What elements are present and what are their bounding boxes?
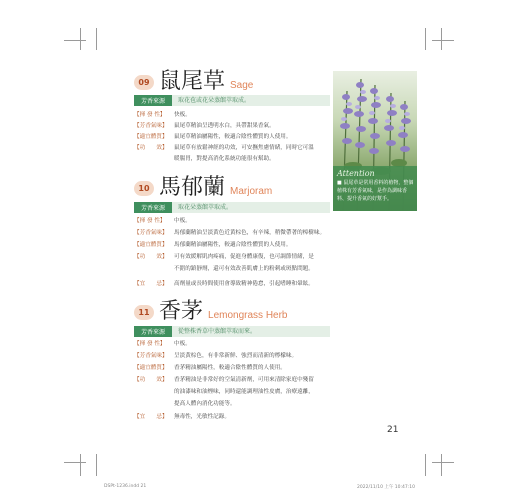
section-heading-marjoram (134, 177, 272, 199)
row-label: 【適宜體質】 (134, 365, 168, 371)
row-label: 【芳香氣味】 (134, 123, 168, 129)
row-value: 不錯的鎮靜劑，還可有效改善肌膚上的粉刺或斑點問題。 (174, 266, 314, 272)
crop-mark (425, 28, 426, 50)
row-value: 快板。 (174, 112, 191, 118)
crop-mark (432, 40, 454, 41)
row-value: 鼠尾草精油屬陽性，較適合陰性體質的人使用。 (174, 134, 292, 140)
row-value: 暖腸胃，對提高消化系統功能很有幫助。 (174, 156, 275, 162)
crop-mark (64, 40, 86, 41)
source-text: 從整株香草中蒸餾萃取而來。 (178, 328, 257, 335)
crop-mark (80, 28, 81, 50)
row-value: 呈淡黃棕色，有非常新鮮、強烈而清新的檸檬味。 (174, 353, 298, 359)
row-value: 高劑量或長時間使用會導致精神倦怠，引起嗜睡和暈眩。 (174, 281, 314, 287)
attention-text: ■ 鼠尾草是常用香料的植物，整個植株有芳香氣味，是作為調味香料、提升香氣的好幫手。 (337, 180, 414, 202)
section-title-zh: 鼠尾草 (159, 69, 226, 94)
crop-mark (96, 454, 97, 476)
crop-mark (96, 28, 97, 50)
section-title-en: Sage (230, 80, 254, 91)
row-value: 無毒性，光敏性記錄。 (174, 414, 230, 420)
file-slug: DSPt-1236.indd 21 (104, 484, 147, 489)
row-value: 鼠尾草有放鬆神經的功效，可安撫焦慮情緒，同時它可溫 (174, 145, 314, 151)
crop-mark (441, 28, 442, 50)
crop-mark (80, 454, 81, 476)
source-bar (134, 202, 330, 213)
row-label: 【功 效】 (134, 145, 168, 151)
attention-title: Attention (337, 169, 375, 178)
row-label: 【功 效】 (134, 377, 168, 383)
section-title-zh: 香茅 (159, 299, 204, 324)
timestamp-slug: 2022/11/10 上午 10:47:10 (357, 485, 416, 490)
row-label: 【功 效】 (134, 254, 168, 260)
row-value: 可有效緩解肌肉疼痛，促進身體康復，也可調節情緒，是 (174, 254, 314, 260)
source-bar (134, 95, 330, 106)
section-title-zh: 馬郁蘭 (159, 175, 226, 200)
section-title-en: Marjoram (230, 186, 273, 197)
row-value: 中板。 (174, 341, 191, 347)
source-text: 取花朵蒸餾萃取成。 (178, 204, 233, 211)
row-value: 香茅精油屬陽性，較適合陰性體質的人使用。 (174, 365, 286, 371)
row-label: 【揮 發 性】 (134, 218, 166, 224)
row-label: 【揮 發 性】 (134, 112, 166, 118)
row-label: 【揮 發 性】 (134, 341, 166, 347)
row-value: 馬郁蘭精油呈淡黃色近黃棕色，有辛辣，稍微帶著的樟樹味。 (174, 230, 326, 236)
row-value: 香茅精油是非常好的空氣清新劑，可用來清除家庭中殘留 (174, 377, 314, 383)
section-number: 11 (134, 305, 154, 320)
source-label: 芳香來源 (134, 326, 172, 337)
row-value: 鼠尾草精油呈透明水白，具帶甜果香氣。 (174, 123, 275, 129)
row-label: 【適宜體質】 (134, 134, 168, 140)
row-label: 【宜 忌】 (134, 281, 168, 287)
section-number: 10 (134, 181, 154, 196)
crop-mark (425, 454, 426, 476)
row-label: 【宜 忌】 (134, 414, 168, 420)
attention-box (333, 166, 417, 211)
source-label: 芳香來源 (134, 95, 172, 106)
row-label: 【芳香氣味】 (134, 353, 168, 359)
row-value: 中板。 (174, 218, 191, 224)
crop-mark (64, 462, 86, 463)
section-heading-lemongrass (134, 301, 288, 323)
section-number: 09 (134, 75, 154, 90)
page-number: 21 (387, 425, 399, 435)
source-bar (134, 326, 330, 337)
row-value: 提高人體內消化功能等。 (174, 401, 236, 407)
section-title-en: Lemongrass Herb (208, 310, 288, 321)
source-label: 芳香來源 (134, 202, 172, 213)
section-heading-sage (134, 71, 253, 93)
crop-mark (432, 462, 454, 463)
row-value: 馬郁蘭精油屬陽性，較適合陰性體質的人使用。 (174, 242, 292, 248)
row-label: 【適宜體質】 (134, 242, 168, 248)
source-text: 取花苞或花朵蒸餾萃取成。 (178, 97, 251, 104)
crop-mark (441, 454, 442, 476)
row-value: 的油漆味和油煙味，同時還能調理油性皮膚，治療遠離， (174, 389, 314, 395)
row-label: 【芳香氣味】 (134, 230, 168, 236)
